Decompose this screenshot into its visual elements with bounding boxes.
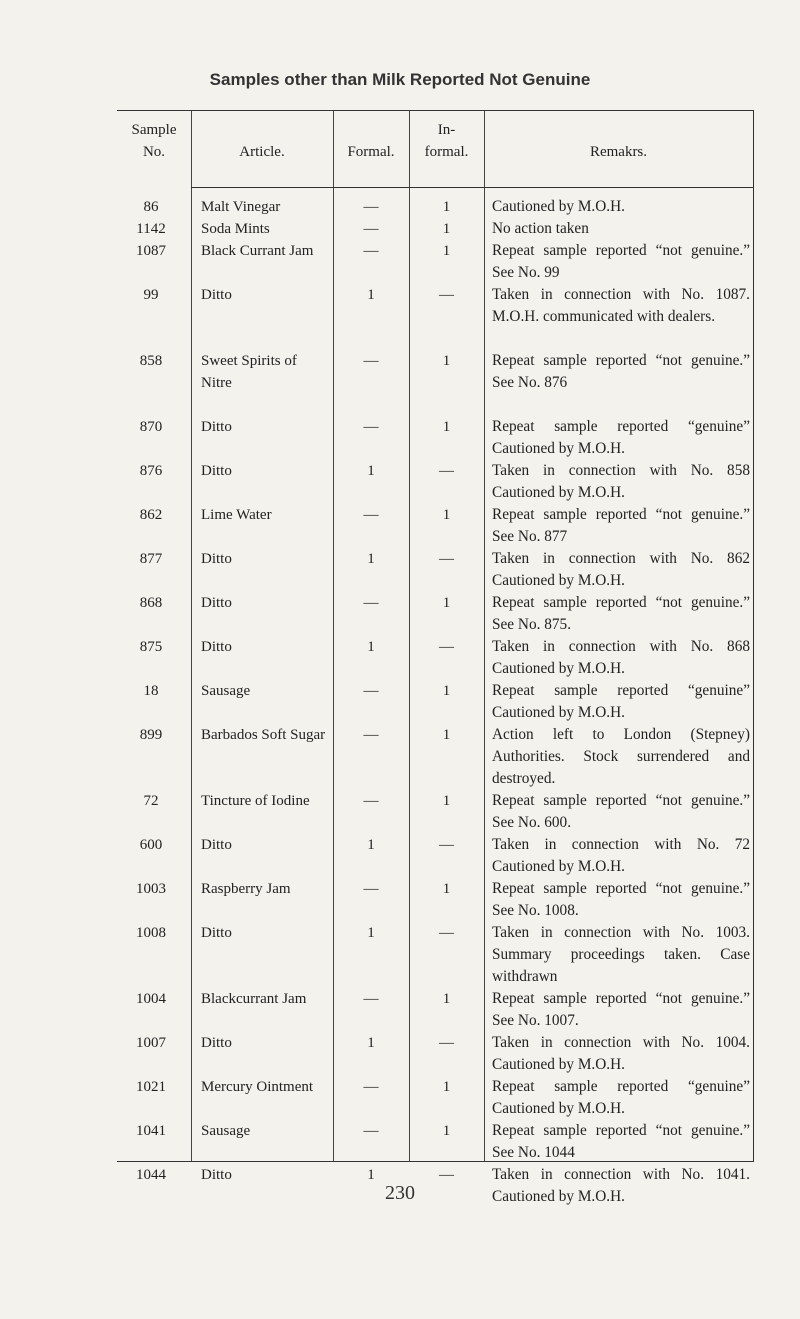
formal-cell: —: [363, 727, 379, 743]
informal-cell: 1: [442, 727, 451, 743]
header-informal-line2: formal.: [424, 144, 469, 160]
informal-cell: 1: [442, 353, 451, 369]
sample-no-cell: 1004: [136, 991, 166, 1007]
sample-no-cell: 99: [143, 287, 159, 303]
article-cell: Raspberry Jam: [201, 881, 291, 897]
informal-cell: 1: [442, 507, 451, 523]
article-cell: Ditto: [201, 1035, 232, 1051]
sample-no-cell: 870: [139, 419, 163, 435]
remarks-cell: Repeat sample reported “not genuine.” See No. 875.: [492, 594, 750, 633]
remarks-cell: Repeat sample reported “genuine” Cautioned by M.O.H.: [492, 418, 750, 457]
article-cell: Ditto: [201, 551, 232, 567]
article-cell: Sweet Spirits of Nitre: [201, 353, 297, 391]
remarks-cell: Action left to London (Stepney) Authorities. Stock surrendered and destroyed.: [492, 726, 750, 787]
sample-no-cell: 877: [139, 551, 163, 567]
formal-cell: 1: [367, 463, 375, 479]
sample-no-cell: 1044: [136, 1167, 166, 1183]
formal-cell: —: [363, 507, 379, 523]
formal-cell: 1: [367, 551, 375, 567]
sample-no-cell: 1021: [136, 1079, 166, 1095]
formal-cell: —: [363, 991, 379, 1007]
sample-no-cell: 899: [139, 727, 163, 743]
sample-no-cell: 868: [139, 595, 163, 611]
article-cell: Ditto: [201, 463, 232, 479]
formal-cell: 1: [367, 1167, 375, 1183]
remarks-cell: Repeat sample reported “not genuine.” See No. 1007.: [492, 990, 750, 1029]
header-sample-no-line1: Sample: [131, 122, 177, 138]
formal-cell: 1: [367, 837, 375, 853]
sample-no-cell: 1087: [136, 243, 166, 259]
formal-cell: 1: [367, 1035, 375, 1051]
remarks-cell: Repeat sample reported “not genuine.” See No. 600.: [492, 792, 750, 831]
remarks-cell: Taken in connection with No. 858 Cautioned by M.O.H.: [492, 462, 750, 501]
article-cell: Lime Water: [201, 507, 272, 523]
remarks-cell: Repeat sample reported “genuine” Cautioned by M.O.H.: [492, 1078, 750, 1117]
informal-cell: 1: [442, 1079, 451, 1095]
remarks-cell: Repeat sample reported “not genuine.” See No. 99: [492, 242, 750, 281]
formal-cell: 1: [367, 639, 375, 655]
sample-no-cell: 1142: [136, 221, 166, 237]
article-cell: Ditto: [201, 837, 232, 853]
informal-cell: —: [439, 287, 454, 303]
formal-cell: —: [363, 881, 379, 897]
formal-cell: —: [363, 419, 379, 435]
header-formal: Formal.: [347, 144, 395, 160]
sample-no-cell: 600: [139, 837, 163, 853]
article-cell: Soda Mints: [201, 221, 270, 237]
article-cell: Tincture of Iodine: [201, 793, 310, 809]
informal-cell: 1: [442, 419, 451, 435]
header-sample-no: [117, 119, 191, 163]
article-cell: Ditto: [201, 639, 232, 655]
article-cell: Barbados Soft Sugar: [201, 727, 326, 743]
informal-cell: 1: [442, 243, 451, 259]
informal-cell: 1: [442, 595, 451, 611]
informal-cell: —: [439, 925, 454, 941]
article-cell: Blackcurrant Jam: [201, 991, 307, 1007]
sample-no-cell: 858: [139, 353, 163, 369]
article-cell: Ditto: [201, 1167, 232, 1183]
sample-no-cell: 18: [143, 683, 159, 699]
informal-cell: 1: [442, 221, 451, 237]
article-cell: Mercury Ointment: [201, 1079, 314, 1095]
article-cell: Ditto: [201, 419, 232, 435]
sample-no-cell: 1041: [136, 1123, 166, 1139]
informal-cell: 1: [442, 793, 451, 809]
informal-cell: 1: [442, 991, 451, 1007]
remarks-cell: Taken in connection with No. 1041. Cautioned by M.O.H.: [492, 1166, 750, 1205]
remarks-cell: Taken in connection with No. 1003. Summary proceedings taken. Case withdrawn: [492, 924, 750, 985]
remarks-cell: Repeat sample reported “not genuine.” See No. 1044: [492, 1122, 750, 1161]
column-divider: [191, 111, 192, 1161]
sample-no-cell: 1008: [136, 925, 166, 941]
sample-no-cell: 876: [139, 463, 163, 479]
sample-no-cell: 72: [143, 793, 159, 809]
header-informal: [409, 119, 484, 163]
remarks-cell: Repeat sample reported “not genuine.” See No. 877: [492, 506, 750, 545]
informal-cell: —: [439, 837, 454, 853]
remarks-cell: Cautioned by M.O.H.: [492, 198, 625, 215]
page-title: Samples other than Milk Reported Not Genuine: [209, 70, 591, 89]
remarks-cell: Taken in connection with No. 1004. Cautioned by M.O.H.: [492, 1034, 750, 1073]
formal-cell: —: [363, 1079, 379, 1095]
article-cell: Ditto: [201, 287, 232, 303]
remarks-cell: No action taken: [492, 220, 589, 237]
page-number: 230: [385, 1182, 415, 1204]
header-rule: [191, 187, 753, 188]
remarks-cell: Taken in connection with No. 868 Cautioned by M.O.H.: [492, 638, 750, 677]
remarks-cell: Repeat sample reported “not genuine.” See No. 876: [492, 352, 750, 391]
article-cell: Ditto: [201, 595, 232, 611]
header-remarks: Remakrs.: [589, 144, 648, 160]
formal-cell: —: [363, 353, 379, 369]
article-cell: Sausage: [201, 1123, 251, 1139]
header-sample-no-line2: No.: [142, 144, 166, 160]
sample-no-cell: 862: [139, 507, 163, 523]
remarks-cell: Repeat sample reported “not genuine.” See No. 1008.: [492, 880, 750, 919]
formal-cell: —: [363, 793, 379, 809]
sample-no-cell: 86: [143, 199, 159, 215]
informal-cell: —: [439, 639, 454, 655]
formal-cell: —: [363, 199, 379, 215]
informal-cell: 1: [442, 881, 451, 897]
article-cell: Black Currant Jam: [201, 243, 314, 259]
informal-cell: 1: [442, 199, 451, 215]
sample-no-cell: 875: [139, 639, 163, 655]
informal-cell: 1: [442, 1123, 451, 1139]
informal-cell: —: [439, 1167, 454, 1183]
informal-cell: 1: [442, 683, 451, 699]
header-article: Article.: [239, 144, 285, 160]
article-cell: Sausage: [201, 683, 251, 699]
header-informal-line1: In-: [437, 122, 456, 138]
informal-cell: —: [439, 551, 454, 567]
formal-cell: —: [363, 595, 379, 611]
article-cell: Malt Vinegar: [201, 199, 281, 215]
informal-cell: —: [439, 463, 454, 479]
remarks-cell: Taken in connection with No. 862 Cautioned by M.O.H.: [492, 550, 750, 589]
article-cell: Ditto: [201, 925, 232, 941]
remarks-cell: Taken in connection with No. 1087. M.O.H. communicated with dealers.: [492, 286, 750, 325]
remarks-cell: Repeat sample reported “genuine” Cautioned by M.O.H.: [492, 682, 750, 721]
informal-cell: —: [439, 1035, 454, 1051]
formal-cell: 1: [367, 287, 375, 303]
remarks-cell: Taken in connection with No. 72 Cautioned by M.O.H.: [492, 836, 750, 875]
formal-cell: —: [363, 221, 379, 237]
formal-cell: —: [363, 683, 379, 699]
column-divider: [484, 111, 485, 1161]
sample-no-cell: 1007: [136, 1035, 166, 1051]
sample-no-cell: 1003: [136, 881, 166, 897]
formal-cell: 1: [367, 925, 375, 941]
formal-cell: —: [363, 1123, 379, 1139]
formal-cell: —: [363, 243, 379, 259]
